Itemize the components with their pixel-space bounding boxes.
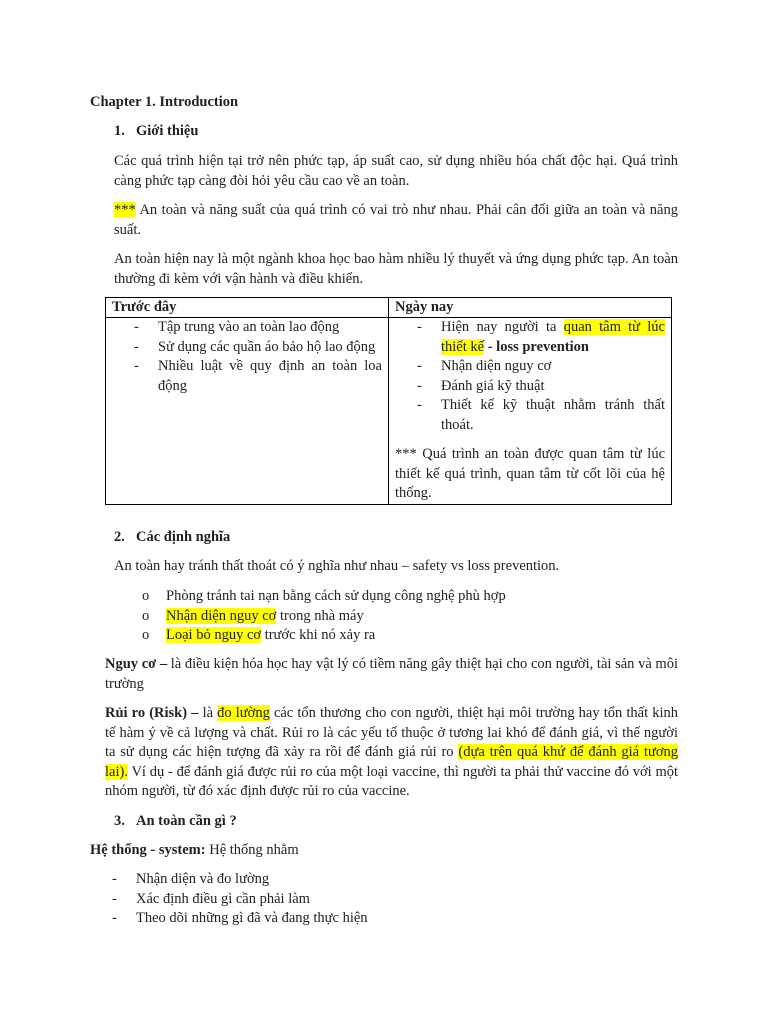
definition-text: Ví dụ - để đánh giá được rủi ro của một loại vaccine, thì người ta phải thử vaccine đó với một nhóm người, từ đó xác định được rủi ro của vaccine. [105, 763, 678, 799]
definition-text: Hệ thống nhằm [205, 842, 299, 858]
dash-bullet: - [417, 377, 422, 394]
list-item [90, 909, 680, 929]
list-item [90, 626, 680, 646]
term-hazard: Nguy cơ – [105, 656, 168, 672]
section-2-title: Các định nghĩa [136, 529, 231, 545]
table-note: *** Quá trình an toàn được quan tâm từ lúc thiết kế quá trình, quan tâm từ cốt lõi của hệ thống. [395, 446, 665, 501]
dash-bullet: - [417, 397, 422, 413]
section-3-number: 3. [114, 813, 125, 829]
section-1-paragraph-1: Các quá trình hiện tại trở nên phức tạp, áp suất cao, sử dụng nhiều hóa chất độc hại. Quá trình càng phức tạp càng đòi hỏi yêu cầu cao về an toàn. [114, 153, 678, 189]
highlighted-text: Loại bỏ nguy cơ [166, 627, 262, 643]
list-item-text: Xác định điều gì cần phải làm [136, 890, 310, 907]
now-list [395, 318, 665, 435]
list-item [395, 396, 665, 435]
dash-bullet: - [134, 358, 139, 374]
list-item-text: trước khi nó xảy ra [261, 627, 376, 643]
list-item-text: trong nhà máy [276, 607, 364, 624]
list-item-text: Sử dụng các quần áo bảo hộ lao động [158, 338, 376, 355]
table-header-before: Trước đây [106, 298, 389, 318]
definition-text: các tổn thương cho con người, thiệt hại môi trường hay tổn thất kinh tế hàm ý về cả lượng và chất. Rủi ro là các yếu tố thuộc ở tương lai khó để đánh giá, vì thế người ta sử dụng các hiện tượng đã xảy ra rồi để đánh giá rủi ro [105, 705, 679, 760]
chapter-title: Chapter 1. Introduction [90, 94, 239, 110]
section-3-title: An toàn cần gì ? [136, 813, 237, 829]
definition-hazard [105, 655, 678, 694]
list-item [395, 357, 665, 377]
section-1-paragraph-3: An toàn hiện nay là một ngành khoa học bao hàm nhiều lý thuyết và ứng dụng phức tạp. An toàn thường đi kèm với vận hành và điều khiển. [114, 251, 678, 287]
circle-bullet: o [142, 607, 150, 624]
dash-bullet: - [134, 338, 139, 355]
list-item-text: Nhiều luật về quy định an toàn loa động [158, 358, 382, 394]
list-item-text: Tập trung vào an toàn lao động [158, 319, 340, 335]
list-item-text: Nhận diện nguy cơ [441, 358, 552, 374]
circle-bullet: o [142, 627, 150, 643]
list-item-text: Hiện nay người ta [441, 319, 564, 335]
comparison-table [105, 297, 672, 505]
definition-bullets [90, 587, 680, 646]
term-system: Hệ thống - system: [90, 842, 206, 858]
paragraph-2-text: An toàn và năng suất của quá trình có vai trò như nhau. Phải cân đối giữa an toàn và năng suất. [114, 202, 678, 238]
highlight-mark: *** [114, 202, 136, 218]
highlighted-text: (dựa trên quá khứ để đánh giá tương lai). [105, 744, 678, 780]
highlighted-text: đo lường [217, 705, 270, 721]
highlighted-text: Nhận diện nguy cơ [166, 607, 277, 624]
term-risk: Rủi ro (Risk) – [105, 705, 199, 721]
list-item [395, 318, 665, 357]
definition-risk [105, 704, 678, 802]
section-2-intro: An toàn hay tránh thất thoát có ý nghĩa như nhau – safety vs loss prevention. [114, 558, 560, 574]
list-item-text: Nhận diện và đo lường [136, 871, 270, 887]
section-3-heading [114, 812, 237, 832]
section-2-heading [114, 528, 230, 548]
highlighted-text: quan tâm từ lúc thiết kế [441, 319, 665, 355]
list-item [112, 357, 382, 396]
dash-bullet: - [417, 358, 422, 374]
section-2-number: 2. [114, 529, 125, 545]
table-cell-now [389, 318, 672, 505]
table-header-now: Ngày nay [389, 298, 672, 318]
dash-bullet: - [112, 910, 117, 926]
list-item [90, 587, 680, 607]
table-cell-before [106, 318, 389, 505]
section-1-number: 1. [114, 123, 125, 139]
before-list [112, 318, 382, 396]
list-item-text: Đánh giá kỹ thuật [441, 377, 545, 394]
definition-text: là điều kiện hóa học hay vật lý có tiềm năng gây thiệt hại cho con người, tài sản và môi trường [105, 656, 678, 692]
dash-bullet: - [112, 890, 117, 907]
circle-bullet: o [142, 588, 150, 604]
bold-text: - loss prevention [484, 338, 589, 355]
dash-bullet: - [134, 319, 139, 335]
list-item [90, 890, 680, 910]
dash-bullet: - [112, 871, 117, 887]
dash-bullet: - [417, 319, 422, 335]
list-item-text: Phòng tránh tai nạn bằng cách sử dụng công nghệ phù hợp [166, 588, 506, 604]
section-1-title: Giới thiệu [136, 123, 199, 139]
system-definition [90, 841, 680, 861]
list-item-text: Thiết kế kỹ thuật nhằm tránh thất thoát. [441, 397, 665, 433]
system-list [90, 870, 680, 929]
list-item [90, 607, 680, 627]
section-1-heading [114, 122, 198, 142]
list-item [112, 338, 382, 358]
list-item [90, 870, 680, 890]
definition-text: là [198, 705, 218, 721]
section-1-paragraph-2 [114, 201, 678, 240]
list-item [395, 377, 665, 397]
list-item [112, 318, 382, 338]
list-item-text: Theo dõi những gì đã và đang thực hiện [136, 910, 368, 926]
